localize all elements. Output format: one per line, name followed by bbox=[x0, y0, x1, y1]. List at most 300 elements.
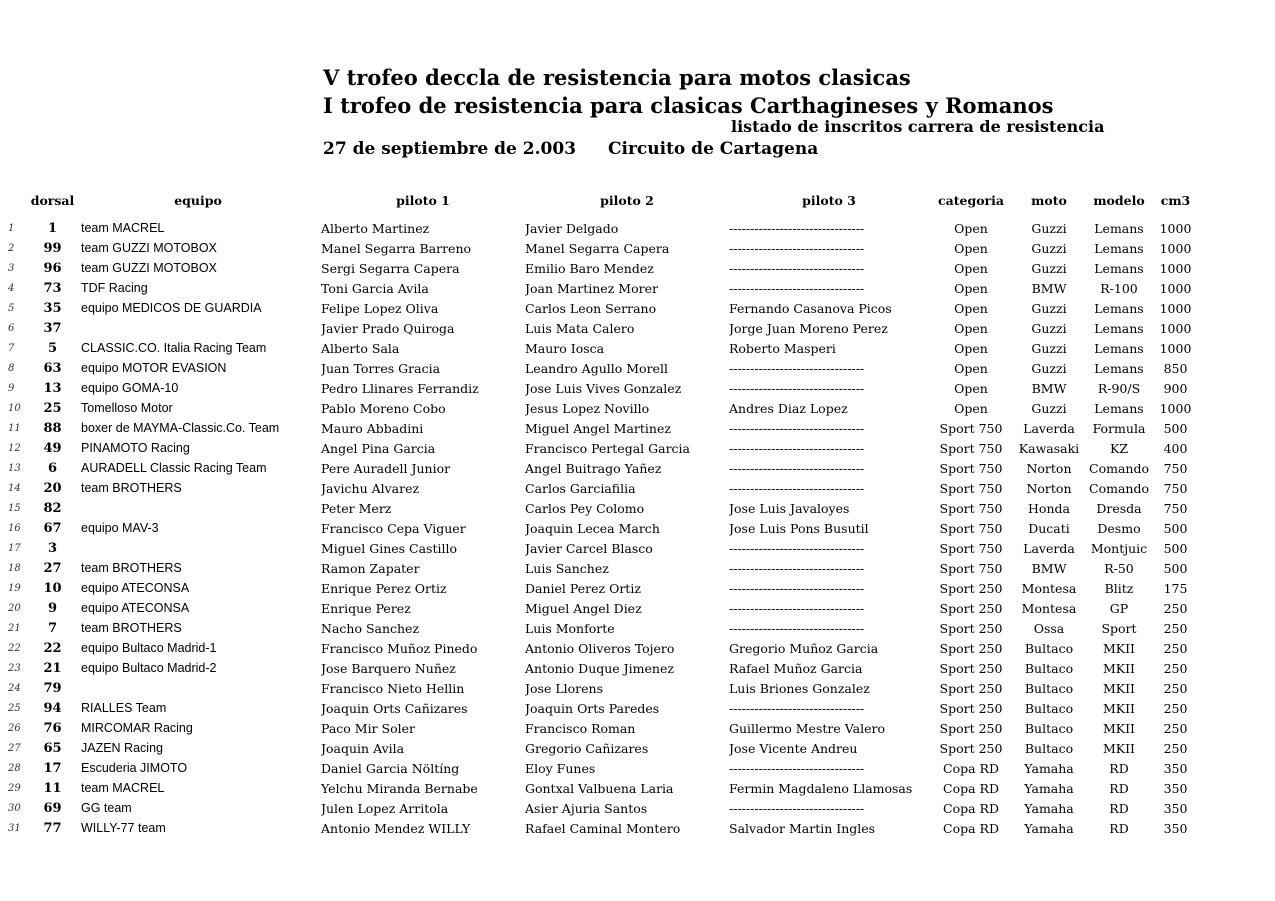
piloto-1-cell: Paco Mir Soler bbox=[321, 720, 416, 736]
piloto-2-cell: Miguel Angel Martinez bbox=[525, 420, 671, 436]
piloto-1-cell: Felipe Lopez Oliva bbox=[321, 300, 439, 316]
header-equipo: equipo bbox=[174, 192, 222, 208]
row-index: 10 bbox=[8, 402, 21, 414]
cm3-cell: 350 bbox=[1163, 820, 1188, 836]
piloto-3-cell: Jorge Juan Moreno Perez bbox=[729, 320, 888, 336]
table-row bbox=[8, 638, 1198, 658]
cm3-cell: 750 bbox=[1163, 500, 1188, 516]
row-index: 9 bbox=[8, 382, 15, 394]
cm3-cell: 1000 bbox=[1159, 400, 1192, 416]
header-piloto-2: piloto 2 bbox=[600, 192, 654, 208]
piloto-1-cell: Angel Pina Garcia bbox=[321, 440, 436, 456]
row-index: 22 bbox=[8, 642, 21, 654]
categoria-cell: Sport 250 bbox=[939, 680, 1003, 696]
equipo-cell: MIRCOMAR Racing bbox=[81, 721, 193, 735]
equipo-cell: equipo Bultaco Madrid-2 bbox=[81, 661, 217, 675]
cm3-cell: 250 bbox=[1163, 720, 1188, 736]
piloto-1-cell: Pablo Moreno Cobo bbox=[321, 400, 446, 416]
table-row bbox=[8, 518, 1198, 538]
piloto-1-cell: Francisco Muñoz Pinedo bbox=[321, 640, 478, 656]
piloto-1-cell: Javichu Alvarez bbox=[321, 480, 420, 496]
modelo-cell: GP bbox=[1109, 600, 1129, 616]
dorsal-cell: 7 bbox=[47, 620, 58, 636]
moto-cell: Guzzi bbox=[1031, 400, 1067, 416]
modelo-cell: R-90/S bbox=[1097, 380, 1141, 396]
row-index: 30 bbox=[8, 802, 21, 814]
row-index: 5 bbox=[8, 302, 15, 314]
table-row bbox=[8, 498, 1198, 518]
dorsal-cell: 82 bbox=[43, 500, 62, 516]
cm3-cell: 750 bbox=[1163, 480, 1188, 496]
cm3-cell: 850 bbox=[1163, 360, 1188, 376]
dorsal-cell: 1 bbox=[47, 220, 58, 236]
equipo-cell: RIALLES Team bbox=[81, 701, 167, 715]
row-index: 13 bbox=[8, 462, 21, 474]
equipo-cell: team GUZZI MOTOBOX bbox=[81, 261, 217, 275]
equipo-cell: Escuderia JIMOTO bbox=[81, 761, 188, 775]
moto-cell: Bultaco bbox=[1024, 740, 1074, 756]
piloto-2-cell: Luis Monforte bbox=[525, 620, 615, 636]
moto-cell: Honda bbox=[1028, 500, 1070, 516]
row-index: 21 bbox=[8, 622, 21, 634]
table-row bbox=[8, 258, 1198, 278]
categoria-cell: Sport 250 bbox=[939, 720, 1003, 736]
header-index bbox=[8, 188, 30, 212]
event-date: 27 de septiembre de 2.003 bbox=[323, 139, 577, 159]
piloto-1-cell: Pere Auradell Junior bbox=[321, 460, 451, 476]
equipo-cell bbox=[75, 678, 321, 698]
table-row bbox=[8, 298, 1198, 318]
piloto-3-cell: Guillermo Mestre Valero bbox=[729, 720, 885, 736]
modelo-cell: Sport bbox=[1101, 620, 1137, 636]
categoria-cell: Sport 250 bbox=[939, 620, 1003, 636]
modelo-cell: Lemans bbox=[1094, 220, 1144, 236]
modelo-cell: MKII bbox=[1102, 700, 1135, 716]
header-piloto-1: piloto 1 bbox=[396, 192, 450, 208]
categoria-cell: Sport 750 bbox=[939, 540, 1003, 556]
moto-cell: Ossa bbox=[1033, 620, 1065, 636]
dorsal-cell: 6 bbox=[47, 460, 58, 476]
table-row bbox=[8, 658, 1198, 678]
dorsal-cell: 22 bbox=[43, 640, 62, 656]
categoria-cell: Sport 250 bbox=[939, 600, 1003, 616]
piloto-2-cell: Gontxal Valbuena Laria bbox=[525, 780, 674, 796]
piloto-3-cell: -------------------------------- bbox=[729, 760, 865, 776]
dorsal-cell: 96 bbox=[43, 260, 62, 276]
row-index: 17 bbox=[8, 542, 21, 554]
cm3-cell: 350 bbox=[1163, 780, 1188, 796]
piloto-3-cell: -------------------------------- bbox=[729, 380, 865, 396]
row-index: 12 bbox=[8, 442, 21, 454]
modelo-cell: MKII bbox=[1102, 680, 1135, 696]
modelo-cell: Blitz bbox=[1104, 580, 1134, 596]
dorsal-cell: 77 bbox=[43, 820, 62, 836]
moto-cell: BMW bbox=[1031, 280, 1067, 296]
piloto-3-cell: -------------------------------- bbox=[729, 440, 865, 456]
piloto-2-cell: Antonio Duque Jimenez bbox=[525, 660, 674, 676]
piloto-2-cell: Antonio Oliveros Tojero bbox=[525, 640, 675, 656]
row-index: 14 bbox=[8, 482, 21, 494]
categoria-cell: Sport 750 bbox=[939, 480, 1003, 496]
piloto-2-cell: Leandro Agullo Morell bbox=[525, 360, 668, 376]
cm3-cell: 250 bbox=[1163, 620, 1188, 636]
categoria-cell: Sport 750 bbox=[939, 460, 1003, 476]
categoria-cell: Open bbox=[954, 260, 988, 276]
row-index: 20 bbox=[8, 602, 21, 614]
modelo-cell: R-50 bbox=[1104, 560, 1134, 576]
piloto-2-cell: Carlos Pey Colomo bbox=[525, 500, 645, 516]
modelo-cell: Lemans bbox=[1094, 320, 1144, 336]
row-index: 6 bbox=[8, 322, 15, 334]
categoria-cell: Open bbox=[954, 400, 988, 416]
equipo-cell: boxer de MAYMA-Classic.Co. Team bbox=[81, 421, 280, 435]
modelo-cell: Comando bbox=[1089, 460, 1149, 476]
piloto-3-cell: Jose Luis Pons Busutil bbox=[729, 520, 869, 536]
equipo-cell bbox=[75, 538, 321, 558]
moto-cell: Guzzi bbox=[1031, 360, 1067, 376]
piloto-3-cell: -------------------------------- bbox=[729, 220, 865, 236]
row-index: 28 bbox=[8, 762, 21, 774]
categoria-cell: Sport 750 bbox=[939, 560, 1003, 576]
equipo-cell: team BROTHERS bbox=[81, 561, 182, 575]
cm3-cell: 1000 bbox=[1159, 320, 1192, 336]
table-row bbox=[8, 218, 1198, 238]
moto-cell: Yamaha bbox=[1024, 800, 1074, 816]
table-row bbox=[8, 458, 1198, 478]
moto-cell: BMW bbox=[1031, 380, 1067, 396]
moto-cell: Montesa bbox=[1021, 600, 1077, 616]
equipo-cell: team BROTHERS bbox=[81, 621, 182, 635]
piloto-3-cell: -------------------------------- bbox=[729, 260, 865, 276]
categoria-cell: Open bbox=[954, 280, 988, 296]
equipo-cell: equipo ATECONSA bbox=[81, 581, 190, 595]
piloto-2-cell: Carlos Leon Serrano bbox=[525, 300, 657, 316]
piloto-2-cell: Miguel Angel Diez bbox=[525, 600, 642, 616]
piloto-3-cell: -------------------------------- bbox=[729, 460, 865, 476]
piloto-2-cell: Javier Carcel Blasco bbox=[525, 540, 653, 556]
moto-cell: Norton bbox=[1026, 480, 1072, 496]
cm3-cell: 900 bbox=[1163, 380, 1188, 396]
piloto-3-cell: -------------------------------- bbox=[729, 540, 865, 556]
piloto-3-cell: Gregorio Muñoz Garcia bbox=[729, 640, 879, 656]
piloto-2-cell: Emilio Baro Mendez bbox=[525, 260, 654, 276]
modelo-cell: RD bbox=[1109, 820, 1129, 836]
cm3-cell: 250 bbox=[1163, 660, 1188, 676]
categoria-cell: Sport 250 bbox=[939, 640, 1003, 656]
table-row bbox=[8, 278, 1198, 298]
categoria-cell: Copa RD bbox=[943, 760, 999, 776]
table-row bbox=[8, 398, 1198, 418]
piloto-3-cell: -------------------------------- bbox=[729, 420, 865, 436]
categoria-cell: Sport 250 bbox=[939, 740, 1003, 756]
piloto-3-cell: -------------------------------- bbox=[729, 600, 865, 616]
row-index: 31 bbox=[8, 822, 21, 834]
table-row bbox=[8, 738, 1198, 758]
table-header-row bbox=[8, 188, 1198, 212]
moto-cell: Ducati bbox=[1028, 520, 1070, 536]
piloto-2-cell: Javier Delgado bbox=[525, 220, 619, 236]
dorsal-cell: 9 bbox=[47, 600, 58, 616]
piloto-2-cell: Joan Martinez Morer bbox=[525, 280, 658, 296]
row-index: 1 bbox=[8, 222, 15, 234]
categoria-cell: Open bbox=[954, 300, 988, 316]
table-row bbox=[8, 778, 1198, 798]
piloto-2-cell: Jose Llorens bbox=[525, 680, 603, 696]
modelo-cell: Comando bbox=[1089, 480, 1149, 496]
equipo-cell: equipo GOMA-10 bbox=[81, 381, 179, 395]
equipo-cell: AURADELL Classic Racing Team bbox=[81, 461, 267, 475]
entries-table bbox=[8, 188, 1198, 838]
row-index: 23 bbox=[8, 662, 21, 674]
row-index: 15 bbox=[8, 502, 21, 514]
title-line-1: V trofeo deccla de resistencia para motos clasicas bbox=[323, 65, 911, 90]
cm3-cell: 250 bbox=[1163, 700, 1188, 716]
moto-cell: Yamaha bbox=[1024, 780, 1074, 796]
piloto-3-cell: -------------------------------- bbox=[729, 360, 865, 376]
equipo-cell: TDF Racing bbox=[81, 281, 148, 295]
piloto-3-cell: -------------------------------- bbox=[729, 620, 865, 636]
header-piloto-3: piloto 3 bbox=[802, 192, 856, 208]
row-index: 8 bbox=[8, 362, 15, 374]
piloto-2-cell: Jose Luis Vives Gonzalez bbox=[525, 380, 682, 396]
piloto-2-cell: Carlos Garciafilia bbox=[525, 480, 636, 496]
table-row bbox=[8, 798, 1198, 818]
cm3-cell: 175 bbox=[1163, 580, 1188, 596]
table-row bbox=[8, 358, 1198, 378]
equipo-cell: equipo MAV-3 bbox=[81, 521, 159, 535]
piloto-3-cell: Roberto Masperi bbox=[729, 340, 836, 356]
piloto-3-cell: Luis Briones Gonzalez bbox=[729, 680, 870, 696]
categoria-cell: Open bbox=[954, 220, 988, 236]
cm3-cell: 250 bbox=[1163, 640, 1188, 656]
row-index: 27 bbox=[8, 742, 21, 754]
row-index: 26 bbox=[8, 722, 21, 734]
categoria-cell: Copa RD bbox=[943, 780, 999, 796]
subtitle: listado de inscritos carrera de resistencia bbox=[731, 117, 1105, 136]
cm3-cell: 500 bbox=[1163, 560, 1188, 576]
piloto-2-cell: Joaquin Orts Paredes bbox=[525, 700, 660, 716]
piloto-1-cell: Nacho Sanchez bbox=[321, 620, 420, 636]
piloto-2-cell: Angel Buitrago Yañez bbox=[525, 460, 662, 476]
moto-cell: Yamaha bbox=[1024, 820, 1074, 836]
modelo-cell: Lemans bbox=[1094, 360, 1144, 376]
cm3-cell: 1000 bbox=[1159, 240, 1192, 256]
dorsal-cell: 35 bbox=[43, 300, 62, 316]
moto-cell: Guzzi bbox=[1031, 300, 1067, 316]
modelo-cell: Desmo bbox=[1097, 520, 1141, 536]
dorsal-cell: 13 bbox=[43, 380, 62, 396]
table-row bbox=[8, 418, 1198, 438]
equipo-cell: CLASSIC.CO. Italia Racing Team bbox=[81, 341, 267, 355]
modelo-cell: Lemans bbox=[1094, 240, 1144, 256]
cm3-cell: 350 bbox=[1163, 760, 1188, 776]
piloto-1-cell: Javier Prado Quiroga bbox=[321, 320, 455, 336]
cm3-cell: 350 bbox=[1163, 800, 1188, 816]
equipo-cell: team MACREL bbox=[81, 221, 165, 235]
moto-cell: Bultaco bbox=[1024, 680, 1074, 696]
modelo-cell: Lemans bbox=[1094, 300, 1144, 316]
moto-cell: Bultaco bbox=[1024, 700, 1074, 716]
header-cm3: cm3 bbox=[1160, 192, 1191, 208]
piloto-2-cell: Luis Sanchez bbox=[525, 560, 609, 576]
equipo-cell bbox=[75, 318, 321, 338]
row-index: 18 bbox=[8, 562, 21, 574]
modelo-cell: Lemans bbox=[1094, 340, 1144, 356]
dorsal-cell: 10 bbox=[43, 580, 62, 596]
categoria-cell: Copa RD bbox=[943, 820, 999, 836]
moto-cell: Guzzi bbox=[1031, 260, 1067, 276]
piloto-1-cell: Yelchu Miranda Bernabe bbox=[321, 780, 478, 796]
piloto-3-cell: -------------------------------- bbox=[729, 240, 865, 256]
moto-cell: Bultaco bbox=[1024, 720, 1074, 736]
row-index: 3 bbox=[8, 262, 15, 274]
header-dorsal: dorsal bbox=[30, 192, 75, 208]
piloto-1-cell: Ramon Zapater bbox=[321, 560, 420, 576]
modelo-cell: Lemans bbox=[1094, 400, 1144, 416]
piloto-3-cell: Fernando Casanova Picos bbox=[729, 300, 892, 316]
piloto-2-cell: Luis Mata Calero bbox=[525, 320, 635, 336]
piloto-1-cell: Julen Lopez Arritola bbox=[321, 800, 449, 816]
row-index: 19 bbox=[8, 582, 21, 594]
row-index: 16 bbox=[8, 522, 21, 534]
row-index: 4 bbox=[8, 282, 15, 294]
dorsal-cell: 73 bbox=[43, 280, 62, 296]
table-row bbox=[8, 238, 1198, 258]
table-row bbox=[8, 818, 1198, 838]
modelo-cell: RD bbox=[1109, 780, 1129, 796]
title-line-2: I trofeo de resistencia para clasicas Carthagineses y Romanos bbox=[323, 93, 1054, 118]
dorsal-cell: 37 bbox=[43, 320, 62, 336]
table-row bbox=[8, 558, 1198, 578]
modelo-cell: R-100 bbox=[1100, 280, 1138, 296]
header-modelo: modelo bbox=[1093, 192, 1145, 208]
piloto-2-cell: Daniel Perez Ortiz bbox=[525, 580, 641, 596]
piloto-3-cell: -------------------------------- bbox=[729, 560, 865, 576]
piloto-1-cell: Francisco Nieto Hellin bbox=[321, 680, 465, 696]
piloto-3-cell: Fermin Magdaleno Llamosas bbox=[729, 780, 913, 796]
dorsal-cell: 21 bbox=[43, 660, 62, 676]
table-body bbox=[8, 218, 1198, 838]
categoria-cell: Sport 750 bbox=[939, 440, 1003, 456]
moto-cell: Yamaha bbox=[1024, 760, 1074, 776]
piloto-2-cell: Mauro Iosca bbox=[525, 340, 605, 356]
dorsal-cell: 76 bbox=[43, 720, 62, 736]
piloto-1-cell: Enrique Perez Ortiz bbox=[321, 580, 447, 596]
modelo-cell: MKII bbox=[1102, 740, 1135, 756]
equipo-cell: equipo Bultaco Madrid-1 bbox=[81, 641, 217, 655]
dorsal-cell: 94 bbox=[43, 700, 62, 716]
table-row bbox=[8, 718, 1198, 738]
row-index: 11 bbox=[8, 422, 21, 434]
piloto-1-cell: Miguel Gines Castillo bbox=[321, 540, 458, 556]
equipo-cell: WILLY-77 team bbox=[81, 821, 166, 835]
moto-cell: Guzzi bbox=[1031, 340, 1067, 356]
table-row bbox=[8, 318, 1198, 338]
piloto-2-cell: Francisco Pertegal Garcia bbox=[525, 440, 690, 456]
piloto-3-cell: -------------------------------- bbox=[729, 480, 865, 496]
equipo-cell bbox=[75, 498, 321, 518]
piloto-2-cell: Gregorio Cañizares bbox=[525, 740, 649, 756]
modelo-cell: RD bbox=[1109, 800, 1129, 816]
dorsal-cell: 63 bbox=[43, 360, 62, 376]
row-index: 2 bbox=[8, 242, 15, 254]
moto-cell: Norton bbox=[1026, 460, 1072, 476]
dorsal-cell: 27 bbox=[43, 560, 62, 576]
piloto-1-cell: Antonio Mendez WILLY bbox=[321, 820, 471, 836]
moto-cell: Guzzi bbox=[1031, 240, 1067, 256]
piloto-2-cell: Rafael Caminal Montero bbox=[525, 820, 681, 836]
dorsal-cell: 20 bbox=[43, 480, 62, 496]
piloto-1-cell: Sergi Segarra Capera bbox=[321, 260, 460, 276]
cm3-cell: 500 bbox=[1163, 520, 1188, 536]
modelo-cell: KZ bbox=[1109, 440, 1129, 456]
piloto-1-cell: Pedro Llinares Ferrandiz bbox=[321, 380, 479, 396]
piloto-1-cell: Jose Barquero Nuñez bbox=[321, 660, 456, 676]
row-index: 25 bbox=[8, 702, 21, 714]
moto-cell: Guzzi bbox=[1031, 320, 1067, 336]
table-row bbox=[8, 678, 1198, 698]
table-row bbox=[8, 698, 1198, 718]
piloto-2-cell: Asier Ajuria Santos bbox=[525, 800, 648, 816]
equipo-cell: team MACREL bbox=[81, 781, 165, 795]
moto-cell: Laverda bbox=[1023, 420, 1075, 436]
row-index: 7 bbox=[8, 342, 15, 354]
dorsal-cell: 67 bbox=[43, 520, 62, 536]
dorsal-cell: 3 bbox=[47, 540, 58, 556]
row-index: 24 bbox=[8, 682, 21, 694]
cm3-cell: 750 bbox=[1163, 460, 1188, 476]
piloto-3-cell: Jose Vicente Andreu bbox=[729, 740, 858, 756]
piloto-1-cell: Alberto Martinez bbox=[321, 220, 430, 236]
moto-cell: Laverda bbox=[1023, 540, 1075, 556]
piloto-1-cell: Joaquin Avila bbox=[321, 740, 405, 756]
dorsal-cell: 69 bbox=[43, 800, 62, 816]
piloto-3-cell: -------------------------------- bbox=[729, 280, 865, 296]
piloto-1-cell: Enrique Perez bbox=[321, 600, 411, 616]
dorsal-cell: 17 bbox=[43, 760, 62, 776]
moto-cell: Bultaco bbox=[1024, 660, 1074, 676]
table-row bbox=[8, 438, 1198, 458]
piloto-1-cell: Alberto Sala bbox=[321, 340, 400, 356]
modelo-cell: Lemans bbox=[1094, 260, 1144, 276]
piloto-3-cell: Rafael Muñoz Garcia bbox=[729, 660, 863, 676]
cm3-cell: 500 bbox=[1163, 540, 1188, 556]
equipo-cell: JAZEN Racing bbox=[81, 741, 163, 755]
piloto-3-cell: Andres Diaz Lopez bbox=[729, 400, 848, 416]
categoria-cell: Copa RD bbox=[943, 800, 999, 816]
equipo-cell: equipo ATECONSA bbox=[81, 601, 190, 615]
piloto-3-cell: -------------------------------- bbox=[729, 800, 865, 816]
cm3-cell: 1000 bbox=[1159, 260, 1192, 276]
piloto-3-cell: Salvador Martin Ingles bbox=[729, 820, 876, 836]
table-row bbox=[8, 598, 1198, 618]
piloto-1-cell: Juan Torres Gracia bbox=[321, 360, 441, 376]
table-row bbox=[8, 378, 1198, 398]
table-row bbox=[8, 618, 1198, 638]
piloto-1-cell: Toni Garcia Avila bbox=[321, 280, 429, 296]
modelo-cell: Formula bbox=[1092, 420, 1146, 436]
moto-cell: Bultaco bbox=[1024, 640, 1074, 656]
piloto-1-cell: Peter Merz bbox=[321, 500, 392, 516]
table-row bbox=[8, 538, 1198, 558]
table-row bbox=[8, 338, 1198, 358]
modelo-cell: Montjuic bbox=[1090, 540, 1148, 556]
cm3-cell: 250 bbox=[1163, 600, 1188, 616]
cm3-cell: 1000 bbox=[1159, 300, 1192, 316]
piloto-1-cell: Joaquin Orts Cañizares bbox=[321, 700, 468, 716]
categoria-cell: Sport 250 bbox=[939, 580, 1003, 596]
piloto-2-cell: Joaquin Lecea March bbox=[525, 520, 660, 536]
